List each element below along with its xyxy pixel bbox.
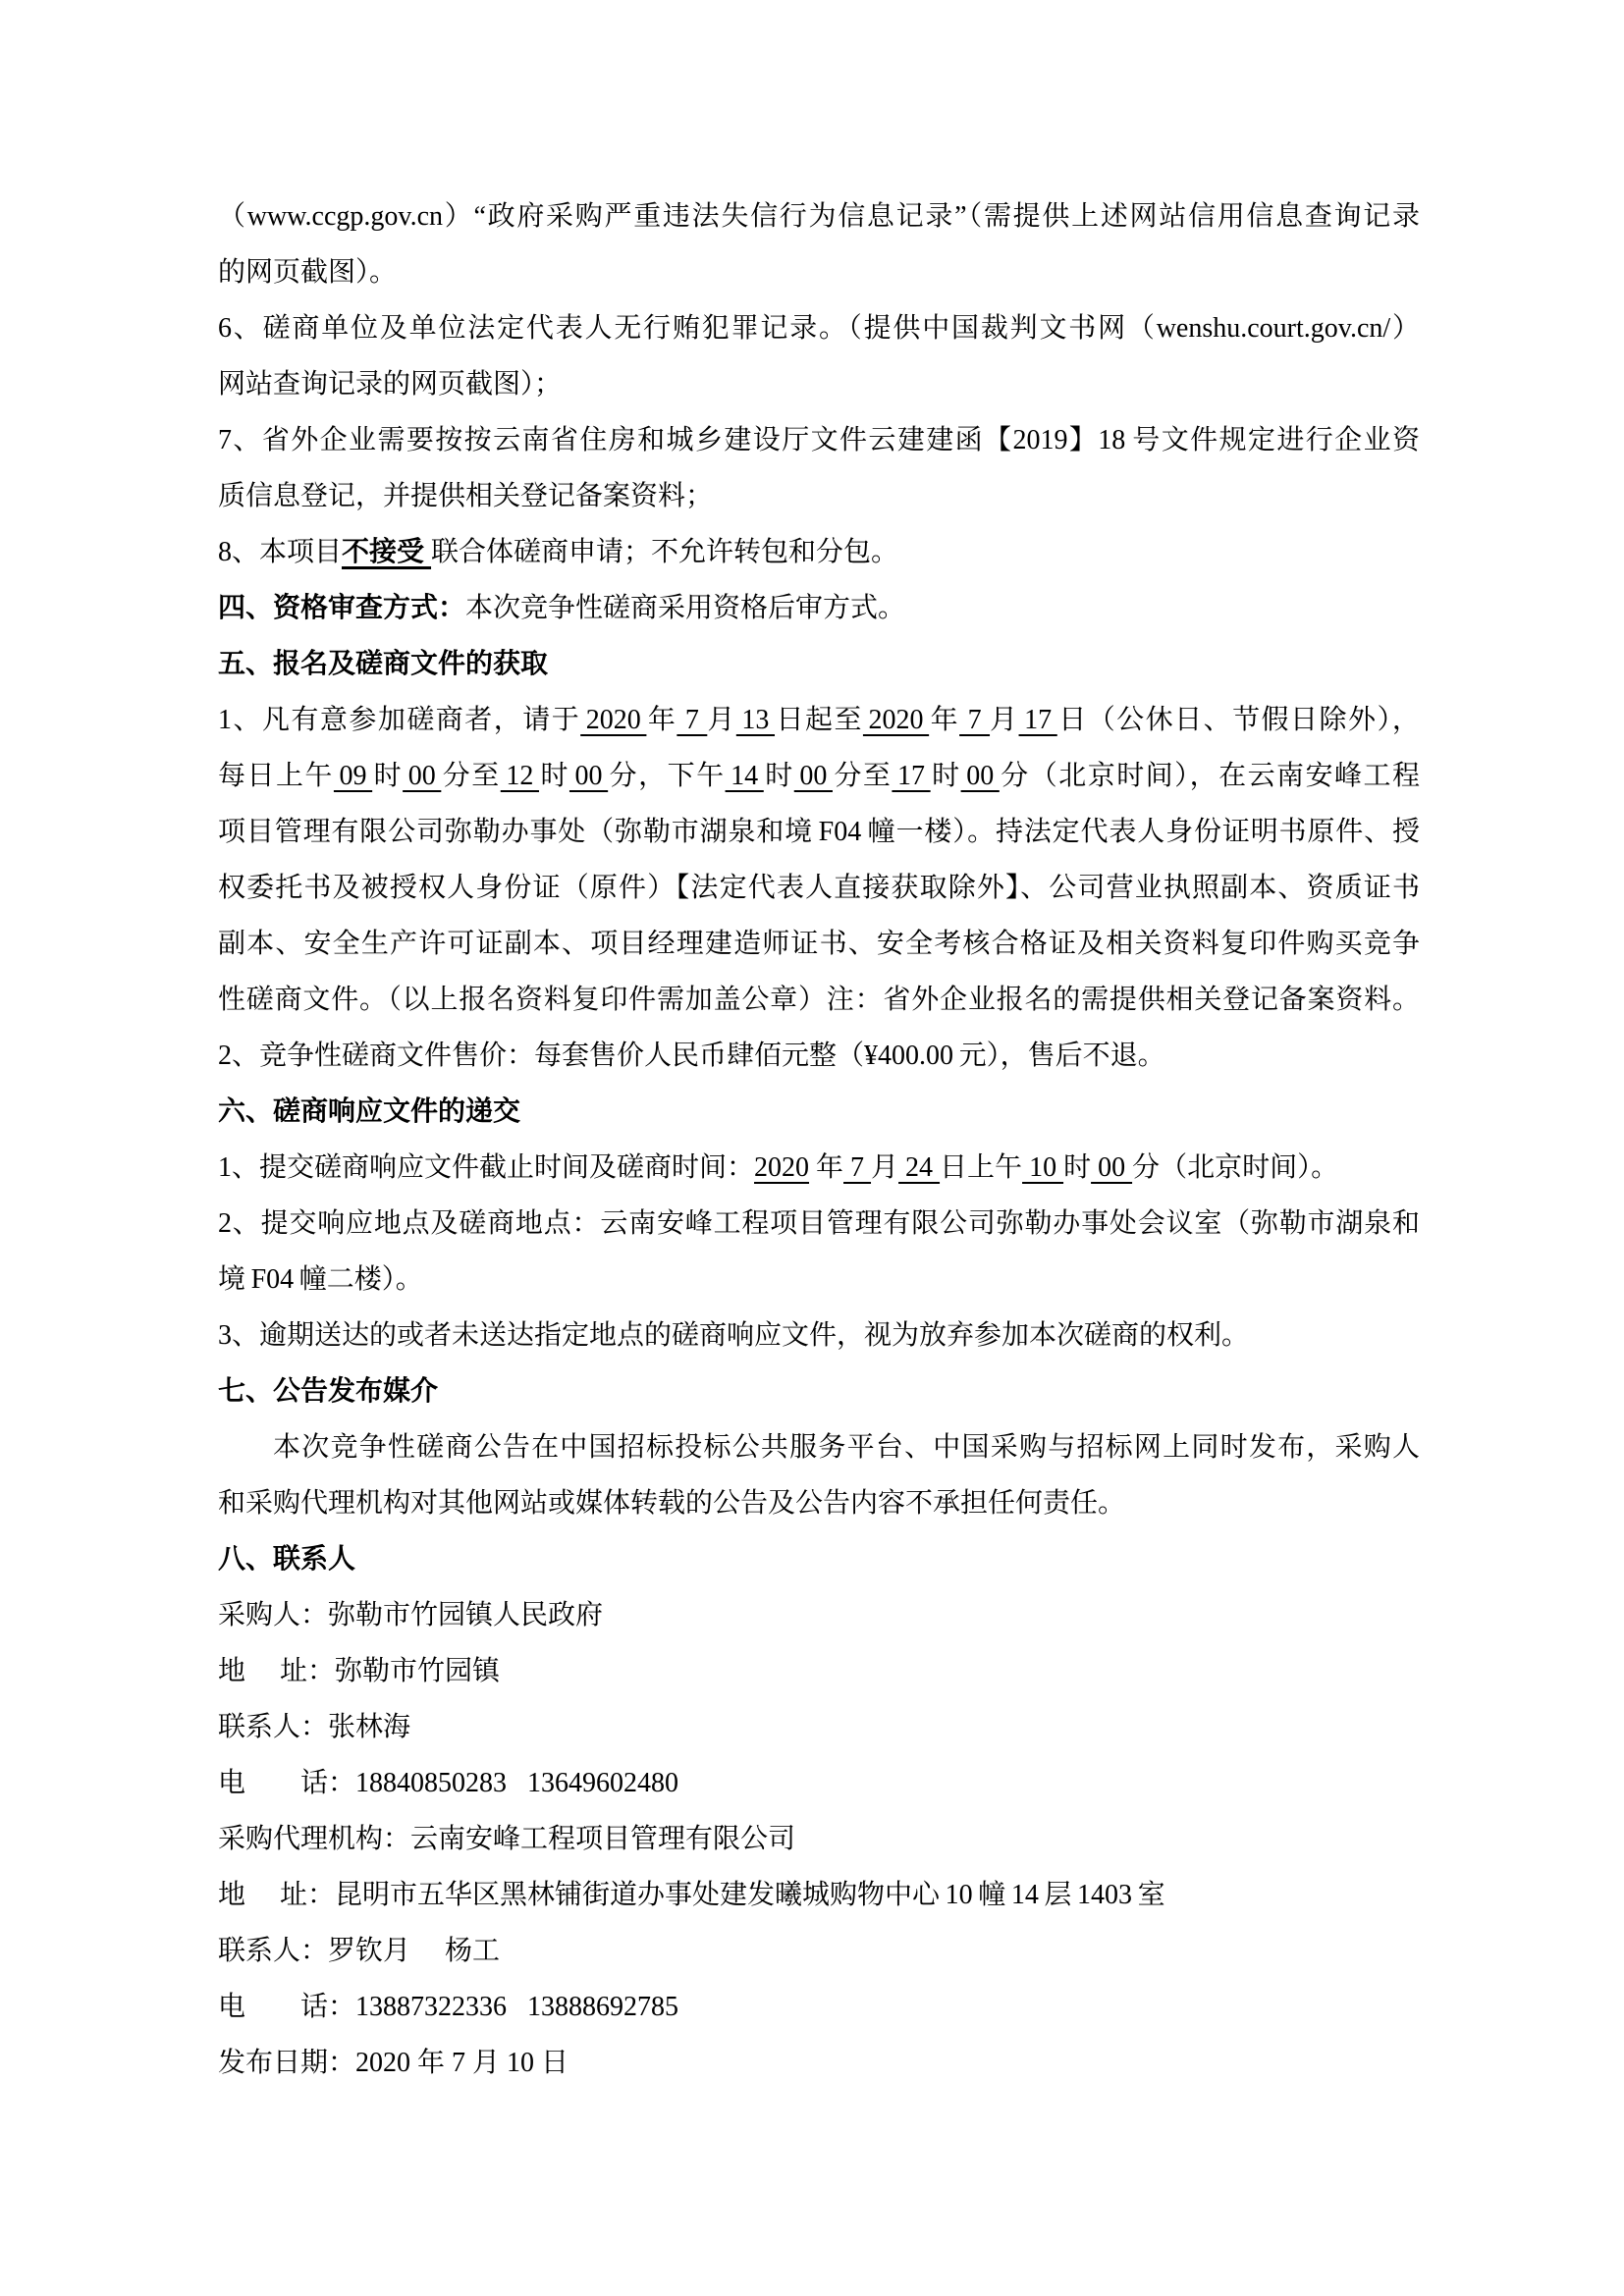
underlined-blank-value: 00	[793, 761, 833, 791]
clause-credit-record-line1	[218, 188, 1420, 244]
text-run: 分，下午	[608, 761, 726, 791]
underlined-blank-value: 09	[333, 761, 373, 791]
text-run: 联合体磋商申请；不允许转包和分包。	[431, 537, 899, 567]
media-para-line2	[218, 1475, 1420, 1531]
text-run: 联系人：张林海	[218, 1712, 411, 1742]
underlined-blank-value: 7	[677, 705, 708, 735]
purchaser-address	[218, 1643, 1420, 1699]
clause-8	[218, 524, 1420, 580]
section-7-heading	[218, 1363, 1420, 1419]
text-run: 分（北京时间），在云南安峰工程	[999, 761, 1420, 791]
text-run: （www.ccgp.gov.cn）“政府采购严重违法失信行为信息记录”（需提供上述网站信用信息查询记录	[218, 201, 1420, 232]
underlined-blank-value: 00	[1091, 1152, 1133, 1183]
underlined-blank-value: 00	[960, 761, 1000, 791]
text-run: 时	[372, 761, 404, 791]
text-run: 3、逾期送达的或者未送达指定地点的磋商响应文件，视为放弃参加本次磋商的权利。	[218, 1320, 1250, 1351]
text-run: 电 话：13887322336 13888692785	[218, 1992, 679, 2022]
underlined-blank-value: 00	[403, 761, 442, 791]
text-run: 网站查询记录的网页截图）；	[218, 369, 563, 400]
clause-credit-record-line2	[218, 244, 1420, 300]
underlined-blank-value: 12	[500, 761, 539, 791]
clause-5-1-line5	[218, 916, 1420, 972]
text-run: 月	[871, 1152, 899, 1183]
underlined-blank-value: 2020	[580, 705, 647, 735]
text-run: 月	[990, 705, 1019, 735]
purchaser-name	[218, 1587, 1420, 1643]
text-run: 年	[929, 705, 960, 735]
text-run: 1、提交磋商响应文件截止时间及磋商时间：	[218, 1152, 755, 1183]
purchaser-phone	[218, 1755, 1420, 1811]
bold-text: 八、联系人	[218, 1544, 356, 1575]
text-run: 质信息登记，并提供相关登记备案资料；	[218, 481, 714, 511]
text-run: 境 F04 幢二楼）。	[218, 1264, 423, 1295]
publish-date	[218, 2035, 1420, 2091]
bold-text: 四、资格审查方式：	[218, 593, 466, 623]
underlined-blank-value: 10	[1022, 1152, 1064, 1183]
text-run: 分至	[832, 761, 893, 791]
text-run: 2、提交响应地点及磋商地点：云南安峰工程项目管理有限公司弥勒办事处会议室（弥勒市湖泉和	[218, 1208, 1420, 1239]
text-run: 权委托书及被授权人身份证（原件）【法定代表人直接获取除外】、公司营业执照副本、资质证书	[218, 873, 1420, 903]
bold-text: 五、报名及磋商文件的获取	[218, 649, 549, 679]
clause-6-2-line2	[218, 1252, 1420, 1308]
text-run: 8、本项目	[218, 537, 343, 567]
clause-6-1-deadline	[218, 1140, 1420, 1196]
text-run: 分至	[441, 761, 501, 791]
section-8-heading	[218, 1531, 1420, 1587]
clause-5-1-line6	[218, 972, 1420, 1028]
underlined-blank-value: 14	[725, 761, 764, 791]
clause-6-2-line1	[218, 1196, 1420, 1252]
text-run: 本次竞争性磋商公告在中国招标投标公共服务平台、中国采购与招标网上同时发布，采购人	[273, 1432, 1420, 1463]
text-run: 日（公休日、节假日除外），	[1056, 705, 1420, 735]
text-run: 副本、安全生产许可证副本、项目经理建造师证书、安全考核合格证及相关资料复印件购买竞争	[218, 929, 1420, 959]
section-5-heading	[218, 636, 1420, 692]
text-run: 时	[930, 761, 961, 791]
underlined-blank-value: 2020	[862, 705, 930, 735]
document-body	[218, 188, 1420, 2091]
text-run: 6、磋商单位及单位法定代表人无行贿犯罪记录。（提供中国裁判文书网（wenshu.court.gov.cn/）	[218, 313, 1420, 344]
clause-6-3	[218, 1308, 1420, 1363]
section-4-qualification	[218, 580, 1420, 636]
underlined-blank-value: 13	[735, 705, 776, 735]
text-run: 2、竞争性磋商文件售价：每套售价人民币肆佰元整（¥400.00 元），售后不退。	[218, 1041, 1165, 1071]
text-run: 日起至	[775, 705, 863, 735]
text-run: 年	[809, 1152, 844, 1183]
text-run: 采购代理机构：云南安峰工程项目管理有限公司	[218, 1824, 796, 1854]
text-run: 性磋商文件。（以上报名资料复印件需加盖公章）注：省外企业报名的需提供相关登记备案资料。	[218, 985, 1420, 1015]
text-run: 7、省外企业需要按按云南省住房和城乡建设厅文件云建建函【2019】18 号文件规定进行企业资	[218, 425, 1420, 455]
text-run: 分（北京时间）。	[1132, 1152, 1339, 1183]
underlined-blank-value: 00	[568, 761, 609, 791]
text-run: 项目管理有限公司弥勒办事处（弥勒市湖泉和境 F04 幢一楼）。持法定代表人身份证明书原件、授	[218, 817, 1420, 847]
text-run: 采购人：弥勒市竹园镇人民政府	[218, 1600, 604, 1630]
underlined-blank-value: 2020	[754, 1152, 810, 1183]
underlined-blank-value: 7	[959, 705, 991, 735]
media-para-line1	[218, 1419, 1420, 1475]
text-run: 1、凡有意参加磋商者，请于	[218, 705, 581, 735]
text-run: 地 址：昆明市五华区黑林铺街道办事处建发曦城购物中心 10 幢 14 层 1403 室	[218, 1880, 1165, 1910]
text-run: 联系人：罗钦月 杨工	[218, 1936, 501, 1966]
underlined-blank-value: 17	[892, 761, 931, 791]
agency-address	[218, 1867, 1420, 1923]
section-6-heading	[218, 1084, 1420, 1140]
text-run: 的网页截图）。	[218, 257, 398, 288]
clause-7-line1	[218, 412, 1420, 468]
clause-5-1-line1	[218, 692, 1420, 748]
clause-6-line2	[218, 356, 1420, 412]
clause-5-1-line4	[218, 860, 1420, 916]
text-run: 时	[538, 761, 569, 791]
bold-text: 七、公告发布媒介	[218, 1376, 439, 1407]
clause-5-2	[218, 1028, 1420, 1084]
purchaser-contact	[218, 1699, 1420, 1755]
underlined-blank-value: 17	[1018, 705, 1057, 735]
agency-name	[218, 1811, 1420, 1867]
text-run: 时	[763, 761, 794, 791]
text-run: 电 话：18840850283 13649602480	[218, 1768, 679, 1798]
text-run: 月	[707, 705, 736, 735]
text-run: 地 址：弥勒市竹园镇	[218, 1656, 501, 1686]
text-run: 年	[646, 705, 677, 735]
bold-underlined-text: 不接受	[342, 537, 432, 567]
clause-5-1-line2	[218, 748, 1420, 804]
clause-5-1-line3	[218, 804, 1420, 860]
underlined-blank-value: 24	[898, 1152, 941, 1183]
text-run: 和采购代理机构对其他网站或媒体转载的公告及公告内容不承担任何责任。	[218, 1488, 1126, 1519]
agency-contact	[218, 1923, 1420, 1979]
text-run: 发布日期：2020 年 7 月 10 日	[218, 2048, 569, 2078]
clause-6-line1	[218, 300, 1420, 356]
text-run: 本次竞争性磋商采用资格后审方式。	[465, 593, 906, 623]
agency-phone	[218, 1979, 1420, 2035]
underlined-blank-value: 7	[843, 1152, 872, 1183]
clause-7-line2	[218, 468, 1420, 524]
bold-text: 六、磋商响应文件的递交	[218, 1096, 521, 1127]
text-run: 时	[1063, 1152, 1092, 1183]
text-run: 日上午	[940, 1152, 1023, 1183]
text-run: 每日上午	[218, 761, 334, 791]
